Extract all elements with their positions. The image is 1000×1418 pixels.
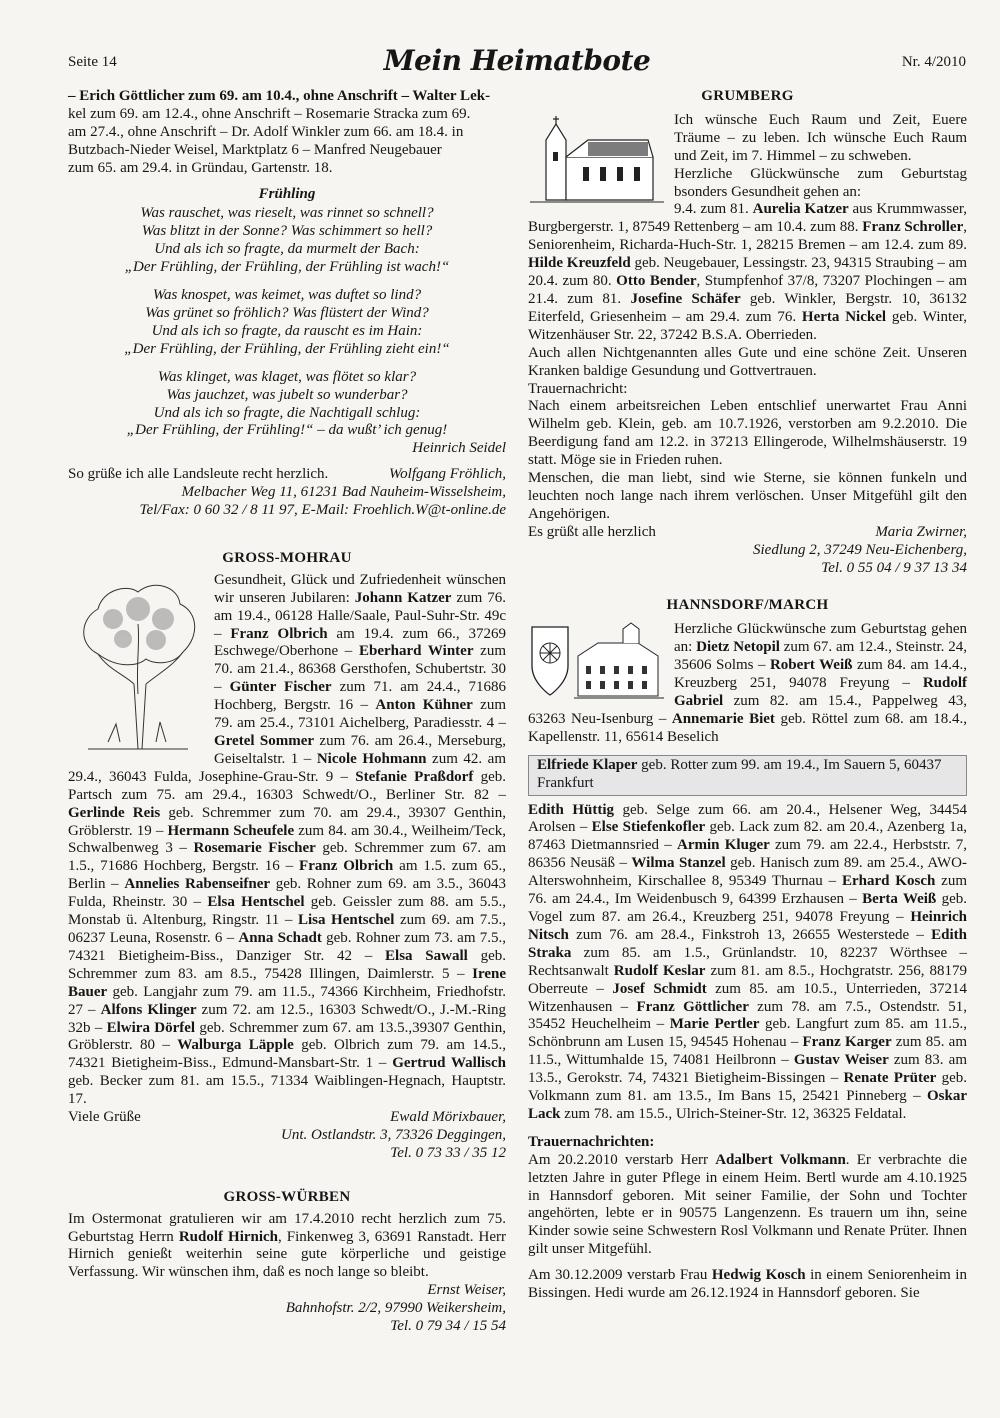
issue-number: Nr. 4/2010: [901, 54, 966, 70]
page-header: [68, 44, 966, 78]
church-illustration-icon: [528, 112, 666, 204]
highlight-box: Elfriede Klaper geb. Rotter zum 99. am 19.4., Im Sauern 5, 60437 Frankfurt: [528, 755, 967, 796]
grumberg-text: Ich wünsche Euch Raum und Zeit, Euere Träume – zu leben. Ich wünsche Euch Raum und Zeit, im 7. Himmel – zu schweben. Herzliche Glückwünsche zum Geburtstag bsonders Gesundheit gehen an: 9.4. zum 81. Aurelia Katzer aus Krummwasser, Burgbergerstr. 1, 87549 Rettenberg – am 10.4. zum 88. Franz Schroller, Seniorenheim, Richarda-Huch-Str. 1, 28215 Bremen – am 12.4. zum 89. Hilde Kreuzfeld geb. Neugebauer, Lessingstr. 23, 94315 Straubing – am 20.4. zum 80. Otto Bender, Stumpfenhof 37/8, 73207 Plochingen – am 21.4. zum 81. Josefine Schäfer geb. Winkler, Bergstr. 10, 36132 Eiterfeld, Griesenheim – am 29.4. zum 76. Herta Nickel geb. Winter, Witzenhäuser Str. 22, 37242 B.S.A. Oberrieden. Auch allen Nichtgenannten alles Gute und eine schöne Zeit. Unseren Kranken baldige Gesundung und Gottvertrauen. Trauernachricht: Nach einem arbeitsreichen Leben entschlief unerwartet Frau Anni Wilhelm geb. Klein, geb. am 10.7.1926, verstorben am 9.2.2010. Die Beerdigung fand am 12.2. in 37213 Ellingerode, Wilhelmshäuserstr. 19 statt. Möge sie in Frieden ruhen. Menschen, die man liebt, sind wie Sterne, sie können funkeln und leuchten noch lange nach ihrem verlöschen. Unser Mitgefühl gilt den Angehörigen. Es grüßt alle herzlich Maria Zwirner, Siedlung 2, 37249 Neu-Eichenberg, Tel. 0 55 04 / 9 37 13 34: [528, 111, 968, 576]
masthead-logo: Mein Heimatbote: [383, 44, 651, 77]
coat-of-arms-and-castle-icon: [528, 621, 666, 701]
intro-paragraph: – Erich Göttlicher zum 69. am 10.4., ohne Anschrift – Walter Lek- kel zum 69. am 12.4., ohne Anschrift – Rosemarie Stracka zum 69. am 27.4., ohne Anschrift – Dr. Adolf Winkler zum 66. am 18.4. in Butzbach-Nieder Weisel, Marktplatz 6 – Manfred Neugebauer zum 65. am 29.4. in Gründau, Gartenstr. 18.: [68, 88, 491, 176]
page-number: Seite 14: [68, 54, 117, 70]
section-heading-gross-mohrau: GROSS-MOHRAU: [222, 549, 352, 566]
section-heading-hannsdorf: HANNSDORF/MARCH: [666, 597, 829, 614]
gross-mohrau-text: Gesundheit, Glück und Zufriedenheit wünschen wir unseren Jubilaren: Johann Katzer zum 76. am 19.4., 06128 Halle/Saale, Paul-Suhr-Str. 49c – Franz Olbrich am 19.4. zum 66., 37269 Eschwege/Oberhone – Eberhard Winter zum 70. am 21.4., 86368 Gersthofen, Schubertstr. 30 – Günter Fischer zum 71. am 24.4., 71686 Hochberg, Bergstr. 16 – Anton Kühner zum 79. am 25.4., 73101 Aichelberg, Paradiesstr. 4 – Gretel Sommer zum 76. am 26.4., Merseburg, Geiseltalstr. 1 – Nicole Hohmann zum 42. am 29.4., 36043 Fulda, Josephine-Grau-Str. 9 – Stefanie Praßdorf geb. Partsch zum 75. am 29.4., 16303 Schwedt/O., Berliner Str. 82 – Gerlinde Reis geb. Schremmer zum 70. am 29.4., 39307 Genthin, Gröblerstr. 19 – Hermann Scheufele zum 84. am 30.4., Weilheim/Teck, Schwalbenweg 3 – Rosemarie Fischer geb. Schremmer zum 67. am 1.5., 71686 Hochberg, Bergstr. 16 – Franz Olbrich am 1.5. zum 65., Berlin – Annelies Rabenseifner geb. Rohner zum 69. am 3.5., 36043 Fulda, Rheinstr. 30 – Elsa Hentschel geb. Geissler zum 88. am 5.5., Monstab ü. Altenburg, Ringstr. 11 – Lisa Hentschel zum 69. am 7.5., 06237 Leuna, Rosenstr. 6 – Anna Schadt geb. Rohner zum 73. am 7.5., 74321 Bietigheim-Biss., Danziger Str. 42 – Elsa Sawall geb. Schremmer zum 83. am 8.5., 75428 Illingen, Daimlerstr. 5 – Irene Bauer geb. Langjahr zum 79. am 11.5., 74366 Kirchheim, Friedhofstr. 27 – Alfons Klinger zum 72. am 12.5., 16303 Schwedt/O., J.-M.-Ring 32b – Elwira Dörfel geb. Schremmer zum 67. am 13.5.,39307 Genthin, Gröblerstr. 80 – Walburga Läpple geb. Olbrich zum 79. am 14.5., 74321 Bietigheim-Biss., Edmund-Mansbart-Str. 1 – Gertrud Wallisch geb. Becker zum 81. am 15.5., 71334 Waiblingen-Hegnach, Hauptstr. 17. Viele Grüße Ewald Mörixbauer, Unt. Ostlandstr. 3, 73326 Deggingen, Tel. 0 73 33 / 35 12: [68, 571, 507, 1161]
right-column: [528, 88, 967, 1303]
poem-stanza: Was knospet, was keimet, was duftet so lind? Was grünet so fröhlich? Was flüstert der Wind? Und als ich so fragte, da rauscht es im Hain: „Der Frühling, der Frühling, der Frühling zieht ein!“: [124, 287, 450, 357]
obituaries-heading: Trauernachrichten:: [528, 1133, 655, 1150]
left-column: [68, 88, 506, 1336]
gross-wuerben-text: Im Ostermonat gratulieren wir am 17.4.2010 recht herzlich zum 75. Geburtstag Herrn Rudolf Hirnich, Finkenweg 3, 63691 Ranstadt. Herr Hirnich genießt weiterhin seine gute körperliche und geistige Verfassung. Wir wünschen ihm, daß es noch lange so bleibt. Ernst Weiser, Bahnhofstr. 2/2, 97990 Weikersheim, Tel. 0 79 34 / 15 54: [68, 1210, 506, 1335]
greeting-block: So grüße ich alle Landsleute recht herzlich. Wolfgang Fröhlich, Melbacher Weg 11, 61231 Bad Nauheim-Wisselsheim, Tel/Fax: 0 60 32 / 8 11 97, E-Mail: Froehlich.W@t-online.de: [68, 466, 506, 519]
poem-stanza: Was rauschet, was rieselt, was rinnet so schnell? Was blitzt in der Sonne? Was schimmert so hell? Und als ich so fragte, da murmelt der Bach: „Der Frühling, der Frühling, der Frühling ist wach!“: [124, 205, 450, 276]
poem-title: Frühling: [258, 185, 316, 202]
poem: [68, 186, 506, 459]
section-heading-gross-wuerben: GROSS-WÜRBEN: [223, 1188, 351, 1205]
tree-illustration-icon: [68, 574, 208, 754]
section-heading-grumberg: GRUMBERG: [701, 88, 794, 104]
poem-stanza: Was klinget, was klaget, was flötet so klar? Was jauchzet, was jubelt so wunderbar? Und als ich so fragte, die Nachtigall schlug: „Der Frühling, der Frühling!“ – da wußt’ ich genug!: [126, 368, 448, 439]
hannsdorf-text: Herzliche Glückwünsche zum Geburtstag gehen an: Dietz Netopil zum 67. am 12.4., Steinstr. 24, 35606 Solms – Robert Weiß zum 84. am 14.4., Kreuzberg 251, 94078 Freyung – Rudolf Gabriel zum 82. am 15.4., Pappelweg 43, 63263 Neu-Isenburg – Annemarie Biet geb. Röttel zum 68. am 18.4., Kapellenstr. 11, 65614 Beselich Elfriede Klaper geb. Rotter zum 99. am 19.4., Im Sauern 5, 60437 Frankfurt Edith Hüttig geb. Selge zum 66. am 20.4., Helsener Weg, 34454 Arolsen – Else Stiefenkofler geb. Lack zum 82. am 20.4., Azenberg 1a, 87463 Dietmannsried – Armin Kluger zum 79. am 22.4., Herbststr. 7, 86356 Neusäß – Wilma Stanzel geb. Hanisch zum 89. am 25.4., AWO-Alterswohnheim, Kirschallee 8, 95349 Thurnau – Erhard Kosch zum 76. am 24.4., Im Weidenbusch 9, 64399 Erzhausen – Berta Weiß geb. Vogel zum 87. am 26.4., Kreuzberg 251, 94078 Freyung – Heinrich Nitsch zum 76. am 28.4., Finkstroh 13, 26655 Westerstede – Edith Straka zum 85. am 1.5., Grünlandstr. 10, 82237 Wörthsee – Rechtsanwalt Rudolf Keslar zum 81. am 8.5., Hochgratstr. 256, 88179 Oberreute – Josef Schmidt zum 85. am 10.5., Unterrieden, 37214 Witzenhausen – Franz Göttlicher zum 78. am 7.5., Ostendstr. 51, 35452 Heuchelheim – Marie Pertler geb. Langfurt zum 85. am 11.5., Schönbrunn am Lusen 15, 94545 Hohenau – Franz Karger zum 85. am 11.5., Wittumhalde 15, 74081 Heilbronn – Gustav Weiser zum 83. am 13.5., Gerokstr. 74, 74321 Bietigheim-Bissingen – Renate Prüter geb. Volkmann zum 81. am 13.5., Im Bans 15, 25421 Pinneberg – Oskar Lack zum 78. am 15.5., Ulrich-Steiner-Str. 12, 36325 Feldatal. Trauernachrichten: Am 20.2.2010 verstarb Herr Adalbert Volkmann. Er verbrachte die letzten Jahre in guter Pflege in einem Heim. Bertl wurde am 4.10.1925 in Hannsdorf geboren. Mit seiner Familie, der Sohn und Tochter angehörten, lebte er in 90575 Langenzenn. Es trauern um ihn, seine Kinder sowie seine Schwestern Rosl Volkmann und Renate Prüter. Ihnen gilt unser Mitgefühl. Am 30.12.2009 verstarb Frau Hedwig Kosch in einem Seniorenheim in Bissingen. Hedi wurde am 26.12.1924 in Hannsdorf geboren. Sie: [528, 621, 968, 1302]
poem-author: Heinrich Seidel: [412, 440, 506, 457]
